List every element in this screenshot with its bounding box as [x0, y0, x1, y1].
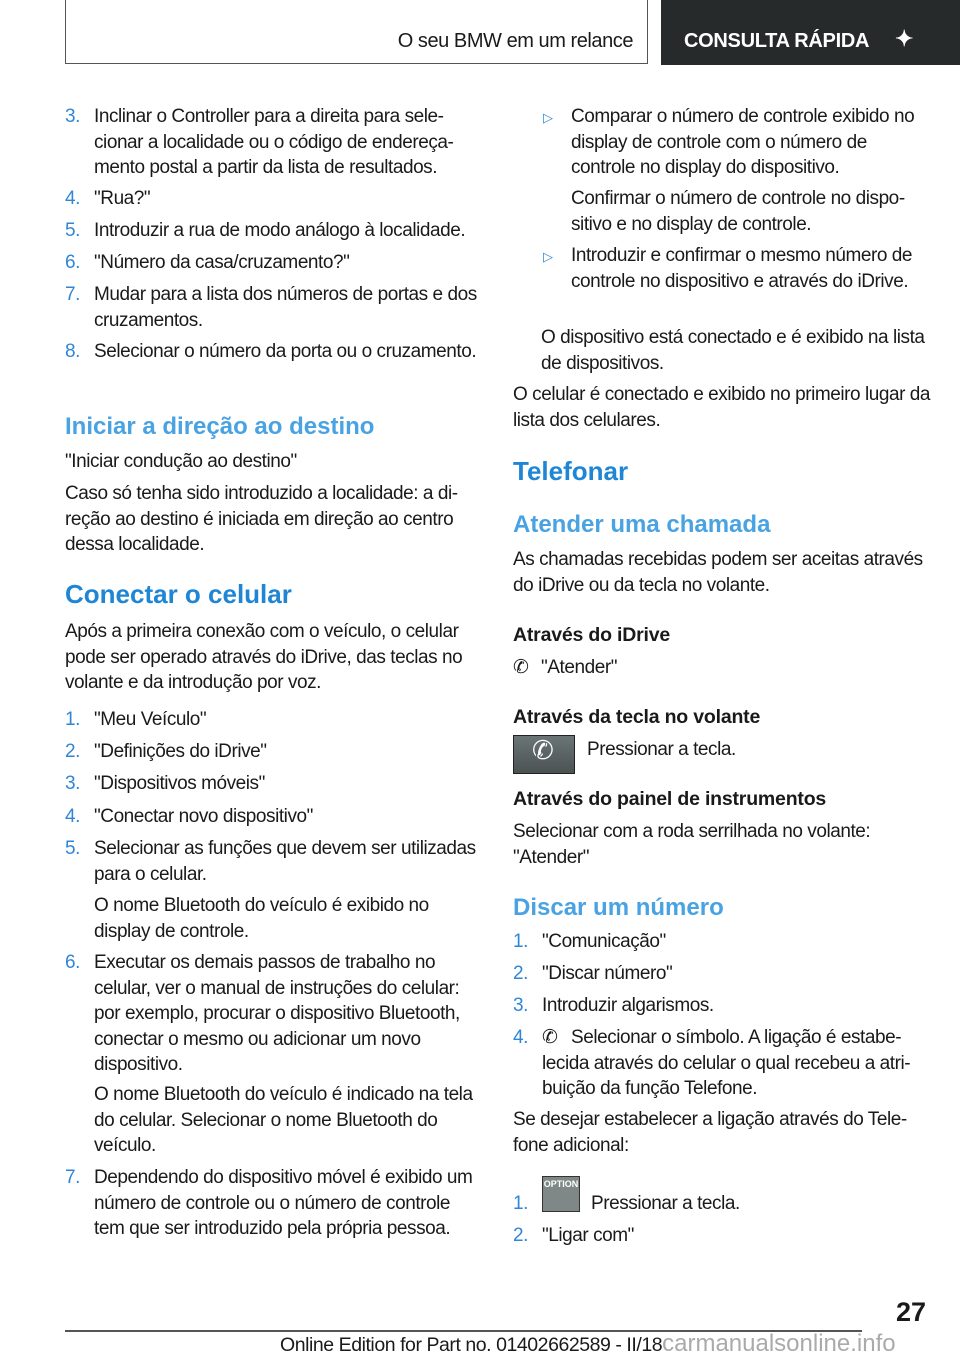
paragraph: O dispositivo está conectado e é exibido na lista de dispositivos.	[541, 327, 925, 374]
list-item	[513, 1223, 933, 1249]
subheading-tecla: Através da tecla no volante	[513, 706, 761, 728]
paragraph: Se desejar estabelecer a ligação através do Telefone adicional:	[513, 1109, 908, 1156]
list-item	[65, 218, 485, 244]
watermark: carmanualsonline.info	[662, 1330, 896, 1357]
paragraph: Caso só tenha sido introduzido a localidade: a direção ao destino é iniciada em direção ao centro dessa localidade.	[65, 483, 459, 555]
item-text: "Conectar novo dispositivo"	[94, 806, 313, 827]
triangle-bullet-icon: ▷	[543, 110, 553, 125]
item-number: 1.	[513, 931, 528, 952]
item-text: Dependendo do dispositivo móvel é exibido um número de controle ou o número de controle tem que ser introduzido pela própria pessoa.	[94, 1167, 473, 1239]
item-number: 2.	[65, 741, 80, 762]
subheading-idrive: Através do iDrive	[513, 624, 670, 646]
item-text: Introduzir a rua de modo análogo à localidade.	[94, 220, 466, 241]
item-text: "Definições do iDrive"	[94, 741, 267, 762]
list-item	[513, 961, 933, 987]
item-number: 1.	[513, 1193, 528, 1214]
tecla-step: Pressionar a tecla.	[587, 739, 736, 760]
item-text: "Discar número"	[542, 963, 673, 984]
phone-key-icon: ✆	[513, 735, 575, 774]
item-text: Executar os demais passos de trabalho no celular, ver o manual de instruções do celular: por exemplo, procurar o dispositivo Bluetooth, conectar o mesmo ou adicionar um novo dispositivo.	[94, 952, 460, 1075]
item-number: 1.	[65, 709, 80, 730]
list-item	[513, 1025, 933, 1102]
item-number: 6.	[65, 252, 80, 273]
item-number: 3.	[65, 773, 80, 794]
item-number: 7.	[65, 1167, 80, 1188]
item-number: 3.	[65, 106, 80, 127]
item-note: O nome Bluetooth do veículo é indicado na tela do celular. Selecionar o nome Bluetooth do veículo.	[94, 1084, 473, 1156]
item-text: Selecionar o número da porta ou o cruzamento.	[94, 341, 477, 362]
item-text: "Número da casa/cruzamento?"	[94, 252, 350, 273]
item-number: 5.	[65, 838, 80, 859]
list-item	[65, 1165, 485, 1242]
header-tab[interactable]	[661, 0, 960, 65]
item-number: 4.	[65, 188, 80, 209]
item-text: Introduzir algarismos.	[542, 995, 714, 1016]
list-item	[65, 282, 485, 333]
item-number: 4.	[513, 1027, 528, 1048]
paragraph: O celular é conectado e exibido no primeiro lugar da lista dos celulares.	[513, 384, 931, 431]
item-number: 4.	[65, 806, 80, 827]
bullet-item	[543, 104, 933, 181]
header-section	[65, 0, 648, 64]
list-item	[65, 950, 485, 1078]
list-item	[513, 1179, 933, 1217]
item-number: 8.	[65, 341, 80, 362]
list-item	[65, 250, 485, 276]
footer	[280, 1331, 896, 1359]
list-item	[513, 993, 933, 1019]
heading-discar: Discar um número	[513, 894, 724, 921]
list-item	[65, 104, 485, 181]
item-text: Mudar para a lista dos números de portas e dos cruzamentos.	[94, 284, 477, 331]
item-number: 6.	[65, 952, 80, 973]
list-item	[65, 804, 485, 830]
phone-icon: ✆	[513, 657, 529, 678]
edition-text: Online Edition for Part no. 01402662589 - II/18	[280, 1334, 663, 1356]
idrive-step: "Atender"	[541, 657, 617, 678]
paragraph: Selecionar com a roda serrilhada no volante: "Atender"	[513, 821, 871, 868]
tab-label: CONSULTA RÁPIDA	[684, 30, 870, 52]
section-title: O seu BMW em um relance	[397, 30, 633, 52]
heading-iniciar: Iniciar a direção ao destino	[65, 413, 375, 440]
pin-icon: ✦	[895, 26, 914, 51]
item-number: 7.	[65, 284, 80, 305]
item-text: "Rua?"	[94, 188, 151, 209]
paragraph: As chamadas recebidas podem ser aceitas através do iDrive ou da tecla no volante.	[513, 549, 923, 596]
item-text: Pressionar a tecla.	[591, 1193, 740, 1214]
list-item	[65, 771, 485, 797]
paragraph: "Iniciar condução ao destino"	[65, 451, 297, 472]
heading-atender: Atender uma chamada	[513, 511, 771, 538]
triangle-bullet-icon: ▷	[543, 249, 553, 264]
heading-conectar: Conectar o celular	[65, 579, 292, 609]
list-item	[65, 707, 485, 733]
item-text: "Dispositivos móveis"	[94, 773, 265, 794]
item-number: 3.	[513, 995, 528, 1016]
item-number: 2.	[513, 1225, 528, 1246]
option-key-icon: OPTION	[542, 1176, 580, 1212]
item-text: Introduzir e confirmar o mesmo número de controle no dispositivo e através do iDrive.	[571, 245, 913, 292]
item-note: O nome Bluetooth do veículo é exibido no display de controle.	[94, 895, 429, 942]
item-text: Selecionar as funções que devem ser utilizadas para o celular.	[94, 838, 476, 885]
list-item	[65, 186, 485, 212]
list-item	[513, 929, 933, 955]
item-text: Inclinar o Controller para a direita para selecionar a localidade ou o código de endereçamento postal a partir da lista de resultados.	[94, 106, 454, 178]
heading-telefonar: Telefonar	[513, 456, 629, 486]
list-item	[65, 836, 485, 887]
bullet-item	[543, 243, 933, 294]
list-item	[65, 739, 485, 765]
subheading-painel: Através do painel de instrumentos	[513, 788, 827, 810]
item-number: 2.	[513, 963, 528, 984]
item-text: Selecionar o símbolo. A ligação é estabelecida através do celular o qual recebeu a atribuição da função Telefone.	[542, 1027, 911, 1099]
paragraph: Após a primeira conexão com o veículo, o celular pode ser operado através do iDrive, das teclas no volante e da introdução por voz.	[65, 621, 463, 693]
phone-icon: ✆	[542, 1027, 558, 1048]
page-number: 27	[896, 1297, 927, 1327]
item-number: 5.	[65, 220, 80, 241]
item-text: "Comunicação"	[542, 931, 666, 952]
item-text: "Ligar com"	[542, 1225, 634, 1246]
item-text: Comparar o número de controle exibido no display de controle com o número de controle no display do dispositivo.	[571, 106, 915, 178]
list-item	[65, 339, 485, 365]
item-text: "Meu Veículo"	[94, 709, 207, 730]
bullet-note: Confirmar o número de controle no dispositivo e no display de controle.	[571, 188, 906, 235]
